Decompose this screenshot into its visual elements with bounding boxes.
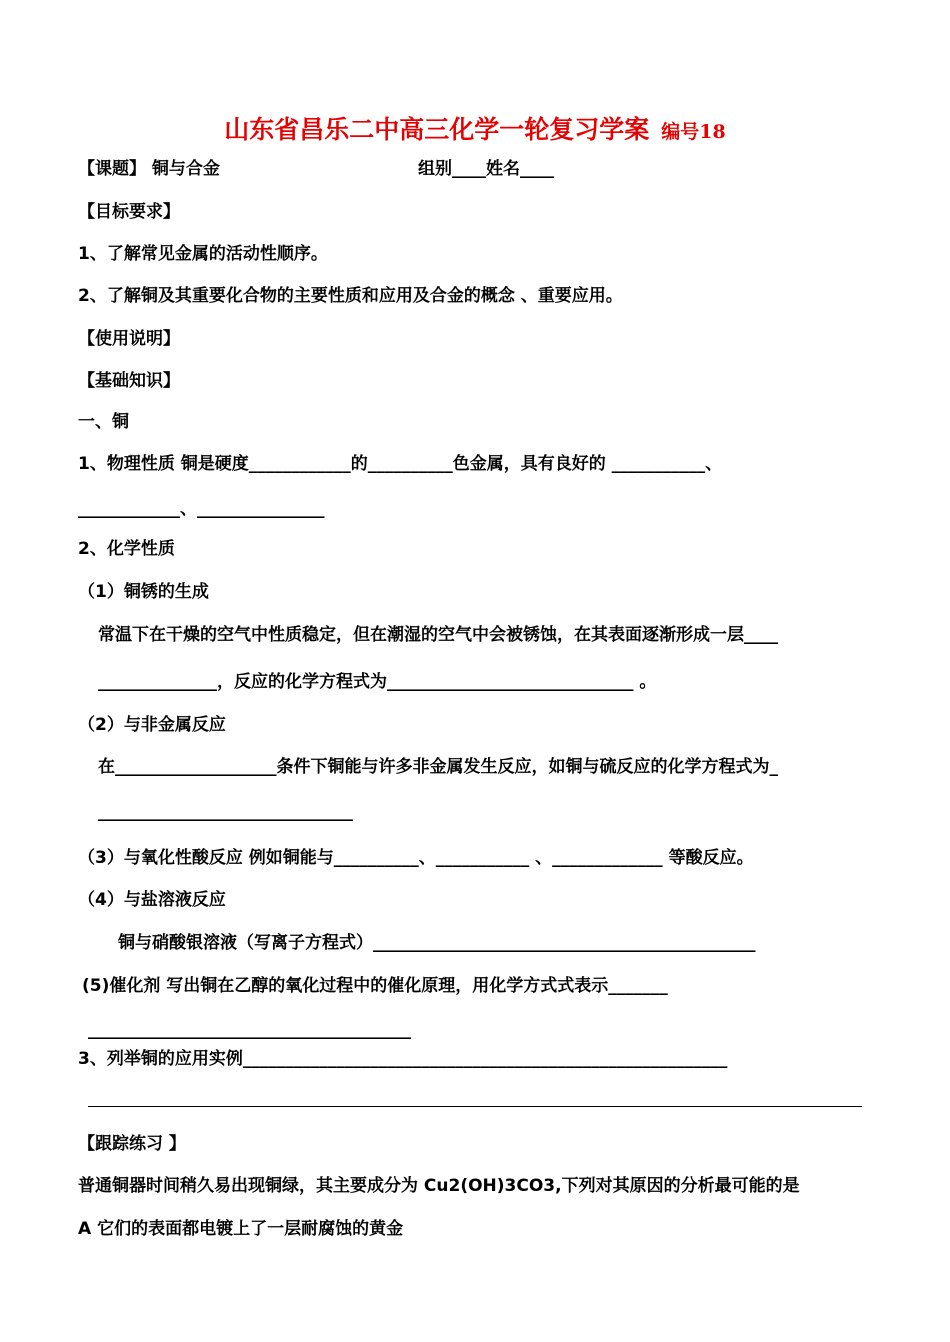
title-main: 山东省昌乐二中高三化学一轮复习学案 [224, 115, 650, 144]
objective-2: 2、了解铜及其重要化合物的主要性质和应用及合金的概念 、重要应用。 [78, 286, 623, 306]
physical-properties-line-2: ____________、_______________ [78, 499, 325, 519]
group-name-line: 组别____姓名____ [418, 159, 554, 179]
practice-heading: 【跟踪练习 】 [78, 1134, 186, 1154]
physical-properties-line: 1、物理性质 铜是硬度____________的__________色金属，具有良好的 ___________、 [78, 454, 723, 474]
usage-heading: 【使用说明】 [78, 329, 180, 349]
nonmetal-line-1: 在___________________条件下铜能与许多非金属发生反应，如铜与硫反应的化学方程式为_ [98, 757, 778, 777]
rust-line-1: 常温下在干燥的空气中性质稳定，但在潮湿的空气中会被锈蚀，在其表面逐渐形成一层____ [98, 625, 778, 645]
copper-uses-line: 3、列举铜的应用实例_________________________________________________________ [78, 1049, 728, 1069]
answer-underline [88, 1106, 862, 1107]
catalyst-line-2: ______________________________________ [88, 1020, 411, 1040]
rust-heading: （1）铜锈的生成 [78, 582, 209, 602]
basics-heading: 【基础知识】 [78, 371, 180, 391]
title-number: 编号18 [661, 121, 726, 143]
silver-nitrate-line: 铜与硝酸银溶液（写离子方程式）_____________________________________________ [118, 933, 756, 953]
salt-solution-heading: （4）与盐溶液反应 [78, 890, 226, 910]
rust-line-2: ______________，反应的化学方程式为_____________________________ 。 [98, 672, 657, 692]
catalyst-line: (5)催化剂 写出铜在乙醇的氧化过程中的催化原理，用化学方式式表示_______ [82, 976, 668, 996]
topic-line: 【课题】 铜与合金 [78, 159, 220, 179]
oxidizing-acid-line: （3）与氧化性酸反应 例如铜能与__________、___________ 、_____________ 等酸反应。 [78, 848, 754, 868]
copper-heading: 一、铜 [78, 412, 129, 432]
objectives-heading: 【目标要求】 [78, 202, 180, 222]
question-text: 普通铜器时间稍久易出现铜绿，其主要成分为 Cu2(OH)3CO3,下列对其原因的分析最可能的是 [78, 1176, 800, 1196]
option-a: A 它们的表面都电镀上了一层耐腐蚀的黄金 [78, 1219, 404, 1239]
document-title [0, 110, 950, 146]
objective-1: 1、了解常见金属的活动性顺序。 [78, 244, 328, 264]
nonmetal-heading: （2）与非金属反应 [78, 715, 226, 735]
chemical-properties-heading: 2、化学性质 [78, 539, 175, 559]
nonmetal-line-2: ______________________________ [98, 802, 353, 822]
